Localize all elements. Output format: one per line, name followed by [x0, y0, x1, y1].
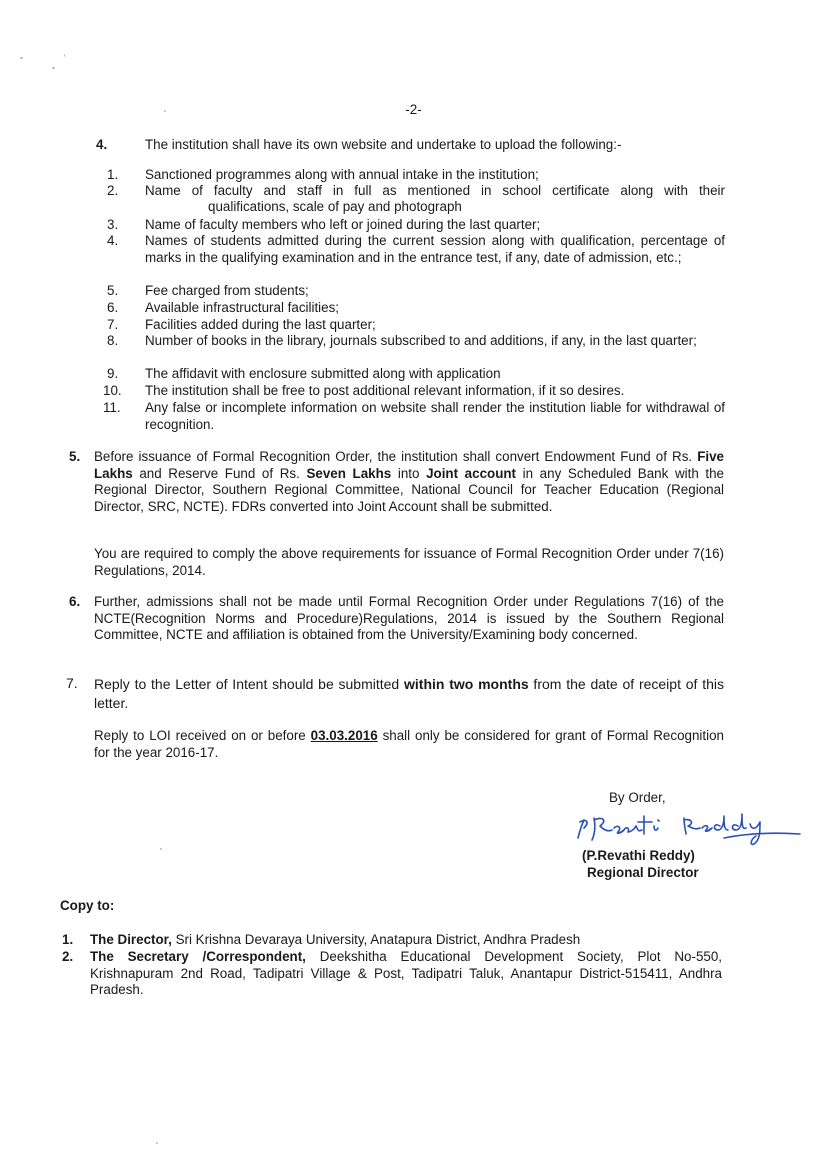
- section-intro: The institution shall have its own website and undertake to upload the following:-: [145, 137, 622, 152]
- endowment-amount: Five Lakhs: [94, 449, 724, 481]
- item-number: 9.: [107, 366, 119, 381]
- item-text-continued: qualifications, scale of pay and photograph: [208, 199, 462, 214]
- by-order: By Order,: [609, 790, 666, 805]
- loi-note: Reply to LOI received on or before 03.03.2016 shall only be considered for grant of Formal Recognition for the year 2016-17.: [94, 728, 724, 760]
- item-number: 7.: [107, 317, 119, 332]
- scan-speck: [20, 57, 23, 59]
- section-number: 5.: [69, 449, 81, 464]
- section-number: 7.: [66, 675, 78, 691]
- section-number: 6.: [69, 594, 81, 609]
- section-6-text: Further, admissions shall not be made until Formal Recognition Order under Regulations 7(16) of the NCTE(Recognition Norms and Procedure)Regulations, 2014 is issued by the Southern Regional Committee, NCTE and affiliation is obtained from the University/Examining body concerned.: [94, 594, 724, 643]
- item-text: Fee charged from students;: [145, 283, 309, 298]
- item-text: Available infrastructural facilities;: [145, 300, 340, 315]
- item-number: 1.: [62, 932, 74, 947]
- item-text: The affidavit with enclosure submitted along with application: [145, 366, 501, 381]
- item-text: Any false or incomplete information on website shall render the institution liable for withdrawal of recognition.: [145, 400, 725, 432]
- item-text: Number of books in the library, journals subscribed to and additions, if any, in the last quarter;: [145, 333, 697, 348]
- compliance-note: You are required to comply the above requirements for issuance of Formal Recognition Order under 7(16) Regulations, 2014.: [94, 546, 724, 578]
- reserve-amount: Seven Lakhs: [306, 465, 392, 481]
- deadline: within two months: [404, 676, 529, 692]
- scan-speck: [64, 54, 65, 57]
- item-text: Names of students admitted during the current session along with qualification, percentage of marks in the qualifying examination and in the entrance test, if any, date of admission, etc.;: [145, 233, 725, 265]
- item-number: 10.: [103, 383, 122, 398]
- item-number: 11.: [103, 400, 121, 415]
- recipient-address: Sri Krishna Devaraya University, Anatapura District, Andhra Pradesh: [171, 932, 581, 947]
- recipient-address: Deekshitha Educational Development Society, Plot No-550, Krishnapuram 2nd Road, Tadipatri Village & Post, Tadipatri Taluk, Anantapur District-515411, Andhra Pradesh.: [90, 949, 723, 998]
- recipient: The Secretary /Correspondent,: [90, 949, 306, 964]
- recipient: The Director,: [90, 932, 172, 947]
- joint-account: Joint account: [426, 465, 517, 481]
- item-number: 2.: [62, 949, 74, 964]
- item-number: 2.: [107, 183, 119, 198]
- section-7-text: Reply to the Letter of Intent should be submitted within two months from the date of receipt of this letter.: [94, 676, 724, 711]
- item-number: 1.: [107, 167, 119, 182]
- section-5-text: Before issuance of Formal Recognition Order, the institution shall convert Endowment Fund of Rs. Five Lakhs and Reserve Fund of Rs. Seven Lakhs into Joint account in any Scheduled Bank with the Regional Director, Southern Regional Committee, National Council for Teacher Education (Regional Director, SRC, NCTE). FDRs converted into Joint Account shall be submitted.: [94, 449, 725, 514]
- signatory-title: Regional Director: [587, 865, 699, 880]
- signatory-name: (P.Revathi Reddy): [582, 848, 695, 863]
- item-number: 4.: [107, 233, 119, 248]
- scan-speck: [52, 67, 55, 69]
- item-number: 8.: [107, 333, 119, 348]
- copy-to-label: Copy to:: [60, 898, 115, 913]
- item-text: Name of faculty members who left or joined during the last quarter;: [145, 217, 541, 232]
- item-number: 3.: [107, 217, 119, 232]
- item-text: The institution shall be free to post additional relevant information, if it so desires.: [145, 383, 625, 398]
- item-text: Name of faculty and staff in full as mentioned in school certificate along with their: [145, 183, 725, 198]
- item-text: Sanctioned programmes along with annual intake in the institution;: [145, 167, 539, 182]
- scan-speck: [156, 1142, 158, 1144]
- item-number: 6.: [107, 300, 119, 315]
- scan-speck: [160, 848, 162, 850]
- page-number: -2-: [405, 102, 422, 117]
- loi-deadline-date: 03.03.2016: [310, 728, 378, 743]
- section-number: 4.: [96, 137, 108, 152]
- item-number: 5.: [107, 283, 119, 298]
- item-text: Facilities added during the last quarter;: [145, 317, 376, 332]
- handwritten-signature-icon: [574, 808, 804, 848]
